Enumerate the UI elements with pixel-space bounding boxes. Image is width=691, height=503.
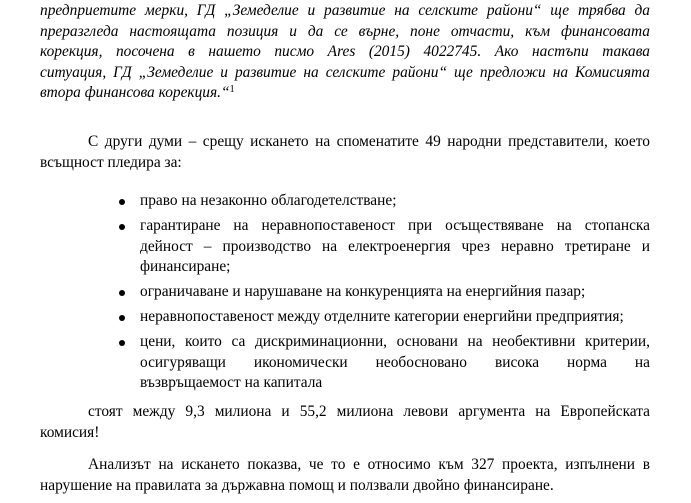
- paragraph-line: Анализът на искането показва, че то е относимо към 327 проекта, изпълнени в: [88, 456, 650, 473]
- list-item: [40, 191, 650, 212]
- paragraph-line: всъщност пледира за:: [40, 153, 182, 171]
- paragraph-line: комисия!: [40, 423, 100, 441]
- list-item-line: дейност – производство на електроенергия чрез неравно третиране и: [140, 237, 650, 255]
- quote-line: [40, 83, 650, 104]
- paragraph-analysis: [40, 455, 650, 496]
- bullet-icon: [119, 199, 125, 205]
- list-item-line: ограничаване и нарушаване на конкуренцията на енергийния пазар;: [140, 283, 586, 300]
- bullet-icon: [119, 315, 125, 321]
- list-item: [40, 307, 650, 328]
- bullet-icon: [119, 224, 125, 230]
- quote-line: преразгледа настоящата позиция и да се върне, поне отчасти, към финансовата: [40, 22, 650, 40]
- list-item-line: гарантиране на неравнопоставеност при осъществяване на стопанска: [140, 217, 650, 234]
- bullet-list: [40, 191, 650, 398]
- paragraph-other-words: [40, 132, 650, 173]
- list-item-line: осигуряващи икономически необосновано висока норма на: [140, 353, 650, 371]
- quote-line: ситуация, ГД „Земеделие и развитие на селските райони“ ще предложи на Комисията: [40, 63, 650, 81]
- list-item-line: цени, които са дискриминационни, основани на необективни критерии,: [140, 333, 650, 350]
- list-item: [40, 282, 650, 303]
- footnote-mark: 1: [229, 84, 235, 95]
- list-item-line: право на незаконно облагодетелстване;: [140, 192, 397, 209]
- quote-last-text: втора финансова корекция.“: [40, 84, 230, 101]
- paragraph-commission-arguments: [40, 402, 650, 443]
- bullet-icon: [119, 340, 125, 346]
- list-item-line: финансиране;: [140, 258, 231, 275]
- list-item: [40, 332, 650, 394]
- list-item-line: неравнопоставеност между отделните категории енергийни предприятия;: [140, 308, 624, 325]
- quote-line: предприетите мерки, ГД „Земеделие и развитие на селските райони“ ще трябва да: [40, 2, 650, 19]
- paragraph-line: С други думи – срещу искането на споменатите 49 народни представители, което: [88, 133, 650, 150]
- quote-line: корекция, посочена в нашето писмо Ares (2015) 4022745. Ако настъпи такава: [40, 43, 650, 60]
- list-item: [40, 216, 650, 278]
- bullet-icon: [119, 290, 125, 296]
- quoted-text: [40, 1, 650, 104]
- list-item-line: възвръщаемост на капитала: [140, 374, 323, 391]
- paragraph-line: стоят между 9,3 милиона и 55,2 милиона левови аргумента на Европейската: [88, 403, 650, 420]
- paragraph-line: нарушение на правилата за държавна помощ и ползвали двойно финансиране.: [40, 476, 554, 494]
